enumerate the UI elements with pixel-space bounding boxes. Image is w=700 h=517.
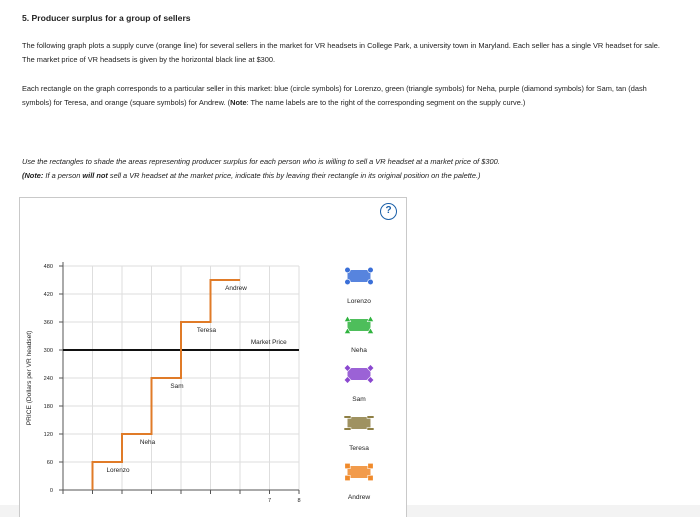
y-tick-label: 480 (43, 264, 53, 271)
palette-circle-marker[interactable] (345, 279, 351, 285)
palette-triangle-marker[interactable] (367, 316, 373, 322)
help-button[interactable]: ? (380, 203, 397, 220)
x-tick-label: 7 (267, 498, 272, 504)
x-tick-label: 8 (297, 498, 301, 504)
para2-text-a: Each rectangle on the graph corresponds to a particular seller in this market: blue (circle symbols) for Lorenzo, green (triangle symbols) for Neha, purple (diamond symbols) for Sam, tan (dash symbols) for Teresa, and orange (square symbols) for Andrew. ( (22, 84, 647, 107)
y-tick-label: 0 (49, 488, 53, 495)
palette-dash-marker[interactable] (344, 416, 351, 419)
palette-circle-marker[interactable] (368, 279, 374, 285)
palette-square-marker[interactable] (368, 463, 373, 468)
palette-rect-body[interactable] (348, 270, 371, 282)
palette-dash-marker[interactable] (344, 428, 351, 431)
para3-text-b: If a person (43, 171, 83, 180)
palette-rect-body[interactable] (348, 466, 371, 478)
palette-triangle-marker[interactable] (344, 316, 350, 322)
seller-label-lorenzo: Lorenzo (106, 467, 130, 474)
question-paragraph-1: The following graph plots a supply curve (orange line) for several sellers in the market for VR headsets in College Park, a university town in Maryland. Each seller has a single VR headset for sale. The market price of VR headsets is given by the horizontal black line at $300. (22, 41, 660, 64)
palette-rect-body[interactable] (348, 319, 371, 331)
para3-text-a: Use the rectangles to shade the areas representing producer surplus for each person who is willing to sell a VR headset at a market price of $300. (22, 157, 500, 166)
y-tick-label: 300 (43, 348, 53, 355)
y-tick-label: 240 (43, 376, 53, 383)
para3-bold: will not (82, 171, 108, 180)
palette-square-marker[interactable] (345, 475, 350, 480)
palette-label-sam: Sam (352, 396, 366, 403)
palette-rect-teresa[interactable] (344, 416, 374, 431)
palette-label-andrew: Andrew (347, 494, 371, 501)
palette-square-marker[interactable] (345, 463, 350, 468)
y-tick-label: 360 (43, 320, 53, 327)
palette-label-teresa: Teresa (349, 445, 369, 452)
palette-dash-marker[interactable] (367, 416, 374, 419)
y-tick-label: 180 (43, 404, 53, 411)
palette-rect-lorenzo[interactable] (345, 267, 374, 285)
palette-circle-marker[interactable] (368, 267, 374, 273)
seller-label-neha: Neha (139, 439, 156, 446)
palette-rect-sam[interactable] (344, 365, 374, 384)
palette-dash-marker[interactable] (367, 428, 374, 431)
seller-label-teresa: Teresa (196, 327, 217, 334)
para2-note: Note (230, 98, 247, 107)
seller-label-sam: Sam (170, 383, 184, 390)
palette-rect-body[interactable] (348, 368, 371, 380)
palette-label-neha: Neha (351, 347, 367, 354)
y-tick-label: 120 (43, 432, 53, 439)
palette-label-lorenzo: Lorenzo (347, 298, 371, 305)
palette-rect-body[interactable] (348, 417, 371, 429)
palette-rect-neha[interactable] (344, 316, 373, 334)
y-tick-label: 420 (43, 292, 53, 299)
market-price-label: Market Price (250, 339, 287, 346)
para3-note: (Note: (22, 171, 44, 180)
y-axis-label: PRICE (Dollars per VR headset) (26, 330, 33, 426)
y-tick-label: 60 (46, 460, 53, 467)
seller-label-andrew: Andrew (225, 285, 247, 292)
supply-curve (93, 280, 241, 490)
palette-square-marker[interactable] (368, 475, 373, 480)
para2-text-b: : The name labels are to the right of the corresponding segment on the supply curve.) (246, 98, 526, 107)
palette-circle-marker[interactable] (345, 267, 351, 273)
question-title: 5. Producer surplus for a group of sellers (22, 13, 191, 23)
palette-rect-andrew[interactable] (345, 463, 373, 480)
para3-text-c: sell a VR headset at the market price, indicate this by leaving their rectangle in its original position on the palette.) (107, 171, 481, 180)
